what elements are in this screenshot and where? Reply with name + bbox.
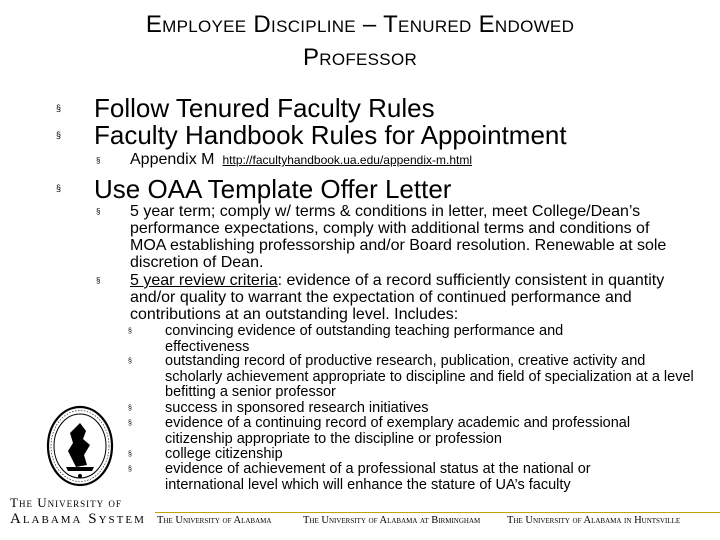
bullet-marker: § xyxy=(128,358,132,365)
bullet-marker: § xyxy=(128,420,132,427)
criterion-research: outstanding record of productive research, publication, creative activity and scholarly achievement appropriate to discipline and field of specialization at a level befitting a senior professor xyxy=(165,353,694,400)
university-seal-icon xyxy=(46,405,114,487)
ua-system-logo xyxy=(10,494,170,528)
sub-bullet-appendix-m xyxy=(130,151,472,169)
appendix-m-label: Appendix M xyxy=(130,151,215,168)
bullet-marker: § xyxy=(56,103,62,113)
bullet-marker: § xyxy=(128,405,132,412)
bullet-faculty-handbook: Faculty Handbook Rules for Appointment xyxy=(94,120,567,150)
bullet-oaa-template: Use OAA Template Offer Letter xyxy=(94,174,452,204)
campus-birmingham: The University of Alabama at Birmingham xyxy=(303,515,481,526)
criterion-professional-status: evidence of achievement of a professional status at the national or international level which will enhance the stature of UA’s faculty xyxy=(165,461,591,493)
review-criteria-text: : evidence of a record sufficiently consistent in quantity and/or quality to warrant the expectation of continued performance and contributions at an outstanding level. Includes: xyxy=(130,272,665,323)
title-line-2: Professor xyxy=(302,44,418,71)
criterion-citizenship: evidence of a continuing record of exemplary academic and professional citizenship appropriate to the discipline or profession xyxy=(165,415,631,447)
campus-tuscaloosa: The University of Alabama xyxy=(157,515,272,526)
bullet-marker: § xyxy=(128,328,132,335)
criterion-teaching: convincing evidence of outstanding teaching performance and effectiveness xyxy=(165,323,564,355)
appendix-m-link[interactable]: http://facultyhandbook.ua.edu/appendix-m.html xyxy=(222,153,472,167)
campus-footer-bar xyxy=(155,512,720,526)
campus-huntsville: The University of Alabama in Huntsville xyxy=(507,515,681,526)
bullet-marker: § xyxy=(56,183,62,193)
bullet-marker: § xyxy=(56,130,62,140)
bullet-marker: § xyxy=(96,156,101,165)
slide-title xyxy=(0,8,720,74)
sub-bullet-term: 5 year term; comply w/ terms & conditions in letter, meet College/Dean’s performance expectations, comply with additional terms and conditions of MOA establishing professorship and/or Board resolution. Renewable at sole discretion of Dean. xyxy=(130,203,667,271)
ua-system-line-2: Alabama System xyxy=(10,511,146,527)
title-line-1: Employee Discipline – Tenured Endowed xyxy=(145,11,575,38)
bullet-marker: § xyxy=(96,276,101,285)
sub-bullet-review xyxy=(130,272,675,323)
bullet-follow-tenured: Follow Tenured Faculty Rules xyxy=(94,93,435,123)
criterion-sponsored-research: success in sponsored research initiatives xyxy=(165,400,429,416)
bullet-marker: § xyxy=(128,451,132,458)
review-criteria-lead: 5 year review criteria xyxy=(130,272,278,289)
bullet-marker: § xyxy=(128,466,132,473)
criterion-college-citizenship: college citizenship xyxy=(165,446,283,462)
ua-system-line-1: The University of xyxy=(10,495,122,510)
bullet-marker: § xyxy=(96,207,101,216)
